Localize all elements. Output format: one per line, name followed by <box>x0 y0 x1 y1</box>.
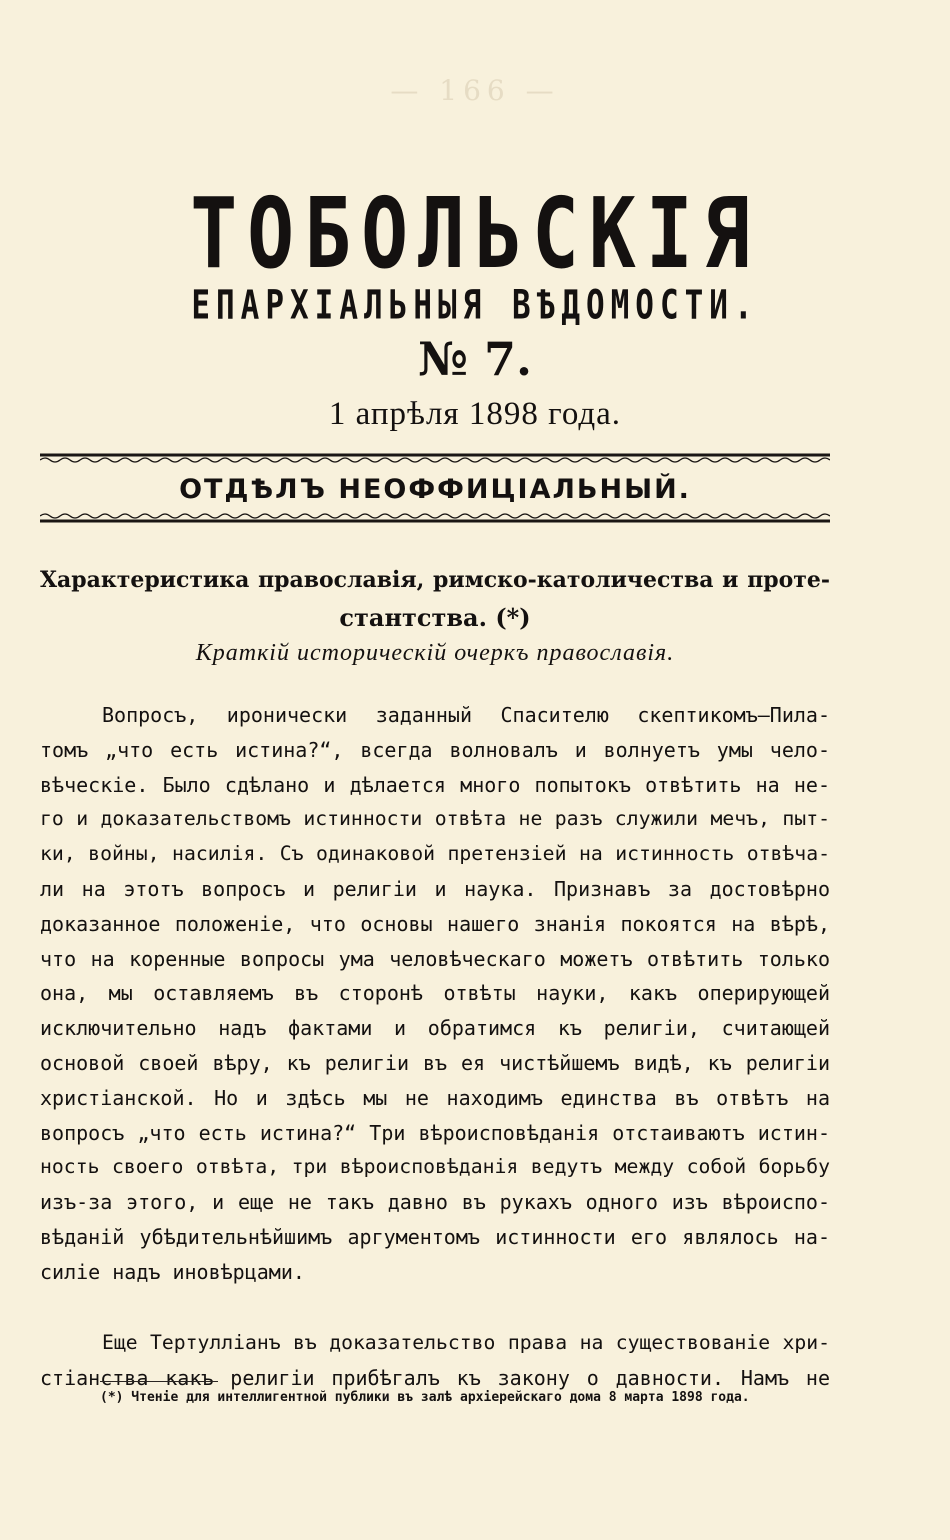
issue-number: № 7. <box>417 332 533 386</box>
text-line: ли на этотъ вопросъ и религіи и наука. Признавъ за достовѣрно <box>40 876 830 901</box>
text-line: она, мы оставляемъ въ сторонѣ отвѣты науки, какъ оперирующей <box>40 981 830 1006</box>
paragraph <box>40 698 830 1290</box>
text-line: доказанное положеніе, что основы нашего знанія покоятся на вѣрѣ, <box>40 911 830 936</box>
text-line: изъ-за этого, и еще не такъ давно въ рукахъ одного изъ вѣроиспо- <box>40 1190 830 1215</box>
bleed-through-page-number: — 166 — <box>390 74 560 107</box>
text-line: стіанства какъ религіи прибѣгалъ къ закону о давности. Намъ не <box>40 1365 830 1390</box>
text-line: вопросъ „что есть истина?“ Три вѣроисповѣданія отстаиваютъ истин- <box>40 1120 830 1145</box>
masthead-title: ТОБОЛЬСКІЯ <box>190 178 760 291</box>
text-line: основой своей вѣру, къ религіи въ ея чистѣйшемъ видѣ, къ религіи <box>40 1050 830 1075</box>
article-subtitle: Краткій историческій очеркъ православія. <box>195 640 675 666</box>
text-line: исключительно надъ фактами и обратимся къ религіи, считающей <box>40 1016 830 1041</box>
footnote: (*) Чтеніе для интеллигентной публики въ залѣ архіерейскаго дома 8 марта 1898 года. <box>100 1390 750 1405</box>
article-title-line: Характеристика православія, римско-католичества и проте- <box>40 567 830 593</box>
text-line: ки, войны, насилія. Съ одинаковой претензіей на истинность отвѣча- <box>40 842 830 866</box>
section-heading: ОТДѢЛЪ НЕОФФИЦІАЛЬНЫЙ. <box>179 474 691 505</box>
text-line: го и доказательствомъ истинности отвѣта не разъ служили мечъ, пыт- <box>40 807 830 831</box>
text-line: вѣданій убѣдительнѣйшимъ аргументомъ истинности его являлось на- <box>40 1224 830 1249</box>
text-line: силіе надъ иновѣрцами. <box>40 1259 305 1284</box>
text-line: ность своего отвѣта, три вѣроисповѣданія ведутъ между собой борьбу <box>40 1155 830 1179</box>
ornamental-rule-bottom <box>40 512 830 524</box>
masthead-subtitle: ЕПАРХІАЛЬНЫЯ ВѢДОМОСТИ. <box>191 282 759 329</box>
text-line: Вопросъ, иронически заданный Спасителю скептикомъ—Пила- <box>102 703 830 727</box>
paragraph <box>40 1326 830 1396</box>
article-title-line: стантства. (*) <box>339 603 531 632</box>
footnote-divider <box>100 1381 218 1382</box>
text-line: что на коренные вопросы ума человѣческаго можетъ отвѣтить только <box>40 946 830 971</box>
article-title <box>40 562 830 636</box>
issue-date: 1 апрѣля 1898 года. <box>328 396 622 432</box>
text-line: христіанской. Но и здѣсь мы не находимъ единства въ отвѣтъ на <box>40 1085 830 1110</box>
text-line: томъ „что есть истина?“, всегда волновалъ и волнуетъ умы чело- <box>40 737 830 762</box>
text-line: вѣческіе. Было сдѣлано и дѣлается много попытокъ отвѣтить на не- <box>40 772 830 797</box>
ornamental-rule-top <box>40 452 830 464</box>
text-line: Еще Тертулліанъ въ доказательство права на существованіе хри- <box>102 1331 830 1354</box>
